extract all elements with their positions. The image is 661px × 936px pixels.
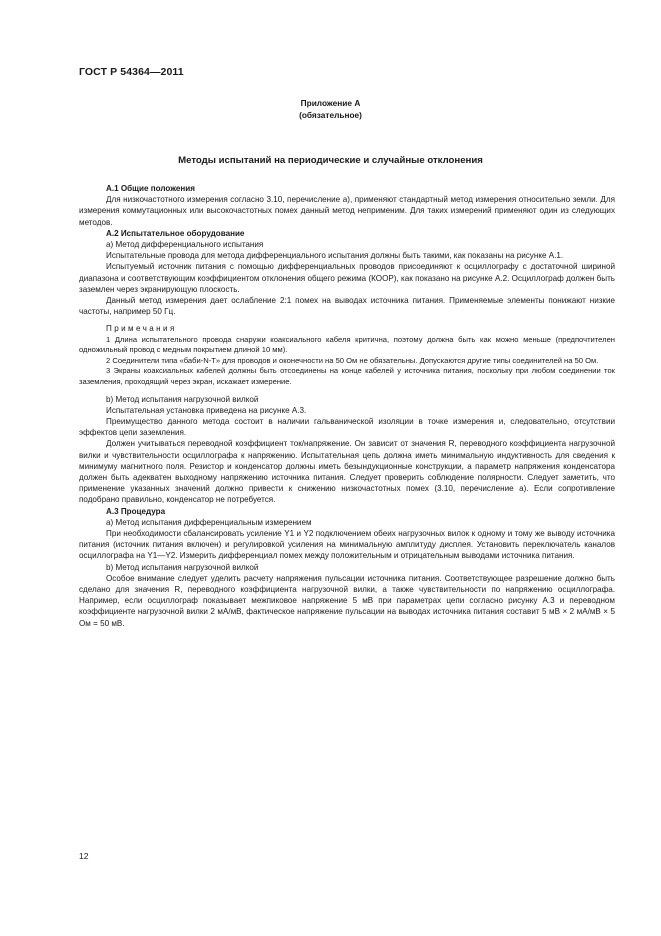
section-a3-b-paragraph: Особое внимание следует уделить расчету напряжения пульсации источника питания. Соответствующее разрешение должно быть сделано для значения R, переводного коэффициента нагрузочной вилки, а также чувствительности по напряжению осциллографа. Например, если осциллограф показывает межпиковое напряжение 5 мВ при параметрах цепи согласно рисунку А.3 и переводном коэффициенте нагрузочной вилки 2 мА/мВ, фактическое напряжение пульсации на выводах источника питания составит 5 мВ × 2 мА/мВ × 5 Ом = 50 мВ. [79,573,615,628]
section-a2-b-label: b) Метод испытания нагрузочной вилкой [106,394,259,404]
appendix-title: Методы испытаний на периодические и случайные отклонения [178,155,483,166]
section-a1-paragraph: Для низкочастотного измерения согласно 3.10, перечисление а), применяют стандартный метод измерения относительно земли. Для измерения коммутационных или высокочастотных помех данный метод неприменим. Для таких измерений применяют один из следующих методов. [79,195,615,227]
section-a1-heading: А.1 Общие положения [106,184,195,193]
section-a3-heading: А.3 Процедура [106,506,166,516]
section-a2-a-paragraph-1: Испытательные провода для метода дифференциального испытания должны быть такими, как показаны на рисунке А.1. [106,251,564,261]
section-a2-a-paragraph-2: Испытуемый источник питания с помощью дифференциальных проводов присоединяют к осциллографу с достаточной шириной диапазона и соответствующим коэффициентом отклонения общего режима (КООР), как показано на рисунке А.2. Осциллограф должен быть заземлен через экранирующую плоскость. [79,262,615,294]
note-3: 3 Экраны коаксиальных кабелей должны быть отсоединены на конце кабелей у источника питания, поскольку при любом соединении ток заземления, проходящий через экран, искажает измерение. [79,366,615,387]
standard-code: ГОСТ Р 54364—2011 [79,66,184,78]
section-a2-b-paragraph-1: Испытательная установка приведена на рисунке А.3. [106,405,307,415]
section-a3-a-label: а) Метод испытания дифференциальным измерением [106,517,312,527]
section-a2-heading: А.2 Испытательное оборудование [106,228,245,238]
section-a2-a-paragraph-3: Данный метод измерения дает ослабление 2:1 помех на выводах источника питания. Применяемые элементы понижают низкие частоты, например 50 Гц. [79,296,615,317]
appendix-status: (обязательное) [299,110,362,120]
appendix-label: Приложение А [300,98,361,108]
section-a2-b-paragraph-2: Преимущество данного метода состоит в наличии гальванической изоляции в точке измерения и, следовательно, отсутствии эффектов цепи заземления. [79,417,615,438]
document-body [79,183,615,629]
notes-heading: Примечания [106,324,177,334]
page-number: 12 [79,851,89,861]
section-a3-b-label: b) Метод испытания нагрузочной вилкой [106,562,259,572]
note-1: 1 Длина испытательного провода снаружи коаксиального кабеля критична, поэтому должна быть как можно меньше (предпочтителен одножильный провод с медным покрытием длиной 10 мм). [79,334,615,355]
section-a2-b-paragraph-3: Должен учитываться переводной коэффициент ток/напряжение. Он зависит от значения R, переводного коэффициента нагрузочной вилки и чувствительности осциллографа к напряжению. Испытательная цепь должна иметь минимальную индуктивность для сведения к минимуму магнитного поля. Резистор и конденсатор должны иметь безындукционные конструкции, а параметр напряжения конденсатора должен быть адекватен выходному напряжению источника питания. Следует проверить соблюдение полярности. Следует заметить, что применение указанных значений должно привести к снижению низкочастотных помех (3.10, перечисление а). Если сопротивление подобрано правильно, конденсатор не потребуется. [79,439,615,505]
section-a2-a-label: а) Метод дифференциального испытания [106,240,264,250]
note-2: 2 Соединители типа «баби-N-T» для проводов и оконечности на 50 Ом не обязательны. Допускаются другие типы соединителей на 50 Ом. [106,355,599,365]
section-a3-a-paragraph: При необходимости сбалансировать усиление Y1 и Y2 подключением обеих нагрузочных вилок к одному и тому же выводу источника питания (источник питания включен) и регулировкой усиления на минимальную амплитуду дисплея. Установить переключатель каналов осциллографа на Y1—Y2. Измерить дифференциал помех между положительным и отрицательным выводами источника питания. [79,529,615,561]
